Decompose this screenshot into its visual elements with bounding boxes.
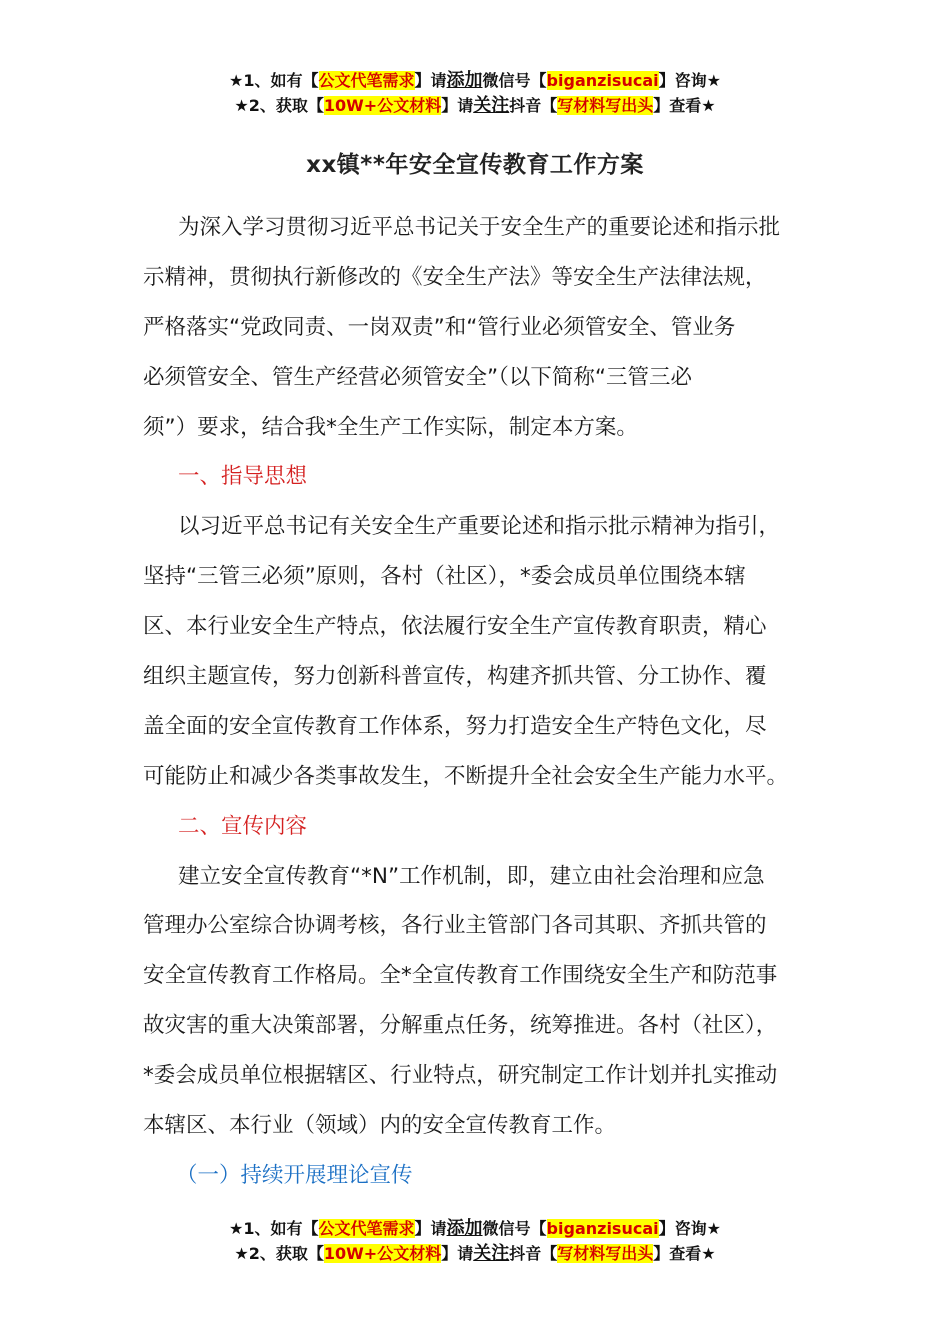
document-body (143, 203, 813, 1201)
paragraph-line: 为深入学习贯彻习近平总书记关于安全生产的重要论述和指示批 (178, 215, 781, 240)
highlight-douyin-id: 写材料写出头 (557, 1244, 654, 1263)
paragraph-line: 可能防止和减少各类事故发生，不断提升全社会安全生产能力水平。 (143, 763, 789, 789)
paragraph-line: 盖全面的安全宣传教育工作体系，努力打造安全生产特色文化，尽 (143, 713, 767, 739)
subsection-heading-theory-publicity: （一）持续开展理论宣传 (176, 1162, 413, 1188)
paragraph-line: 示精神，贯彻执行新修改的《安全生产法》等安全生产法律法规， (143, 264, 767, 290)
highlight-service: 公文代笔需求 (318, 71, 415, 90)
paragraph-line: 故灾害的重大决策部署，分解重点任务，统筹推进。各村（社区）， (143, 1013, 778, 1039)
highlight-materials: 10W+公文材料 (323, 96, 442, 115)
paragraph-line: *委会成员单位根据辖区、行业特点，研究制定工作计划并扎实推动 (143, 1063, 778, 1089)
document-title: xx镇**年安全宣传教育工作方案 (306, 152, 644, 178)
underline-follow: 关注 (473, 1243, 510, 1264)
paragraph-line: 安全宣传教育工作格局。全*全宣传教育工作围绕安全生产和防范事 (143, 963, 778, 989)
promo-line-1: ★1、如有【公文代笔需求】请添加微信号【biganzisucai】咨询★ (229, 1218, 721, 1239)
section-heading-publicity-content: 二、宣传内容 (178, 813, 308, 839)
paragraph-line: 组织主题宣传，努力创新科普宣传，构建齐抓共管、分工协作、覆 (143, 664, 767, 690)
promo-line-2: ★2、获取【10W+公文材料】请关注抖音【写材料写出头】查看★ (234, 1243, 716, 1264)
highlight-materials: 10W+公文材料 (323, 1244, 442, 1263)
underline-add: 添加 (446, 70, 483, 91)
promo-banner-top (0, 68, 950, 118)
promo-banner-bottom (0, 1216, 950, 1266)
paragraph-line: 严格落实“党政同责、一岗双责”和“管行业必须管安全、管业务 (143, 314, 736, 340)
paragraph-line: 以习近平总书记有关安全生产重要论述和指示批示精神为指引， (178, 514, 781, 540)
highlight-wechat-id: biganzisucai (546, 71, 659, 90)
promo-line-2: ★2、获取【10W+公文材料】请关注抖音【写材料写出头】查看★ (234, 95, 716, 116)
paragraph-line: 本辖区、本行业（领域）内的安全宣传教育工作。 (143, 1113, 617, 1139)
highlight-wechat-id: biganzisucai (546, 1219, 659, 1238)
paragraph-line: 须”）要求，结合我*全生产工作实际，制定本方案。 (143, 414, 638, 440)
highlight-douyin-id: 写材料写出头 (557, 96, 654, 115)
paragraph-line: 必须管安全、管生产经营必须管安全”（以下简称“三管三必 (143, 364, 693, 390)
paragraph-line: 坚持“三管三必须”原则，各村（社区），*委会成员单位围绕本辖 (143, 564, 746, 590)
highlight-service: 公文代笔需求 (318, 1219, 415, 1238)
underline-add: 添加 (446, 1218, 483, 1239)
section-heading-guiding-thought: 一、指导思想 (178, 464, 308, 490)
paragraph-line: 区、本行业安全生产特点，依法履行安全生产宣传教育职责，精心 (143, 614, 767, 640)
paragraph-line: 建立安全宣传教育“*N”工作机制，即，建立由社会治理和应急 (178, 863, 765, 889)
promo-line-1: ★1、如有【公文代笔需求】请添加微信号【biganzisucai】咨询★ (229, 70, 721, 91)
underline-follow: 关注 (473, 95, 510, 116)
paragraph-line: 管理办公室综合协调考核，各行业主管部门各司其职、齐抓共管的 (143, 913, 767, 939)
